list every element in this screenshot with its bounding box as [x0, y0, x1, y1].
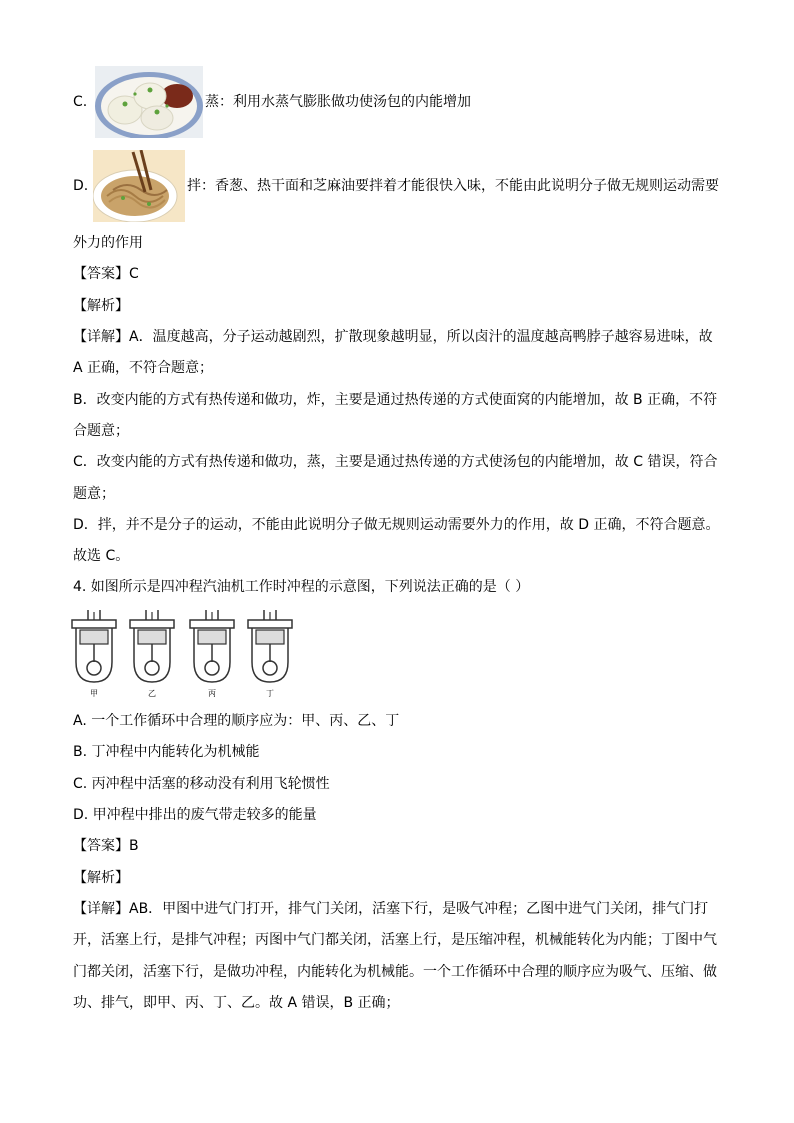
answer-value: C	[129, 266, 139, 282]
figure-label-yi: 乙	[148, 689, 156, 698]
q3-answer	[73, 264, 139, 284]
option-c-label: C.	[73, 94, 88, 110]
q4-detail-line: 【详解】AB．甲图中进气门打开，排气门关闭，活塞下行，是吸气冲程；乙图中进气门关闭，排气门打	[73, 901, 709, 917]
q4-option-c: C. 丙冲程中活塞的移动没有利用飞轮惯性	[73, 776, 330, 792]
q3-detail-line: B．改变内能的方式有热传递和做功，炸，主要是通过热传递的方式使面窝的内能增加，故 B 正确，不符	[73, 392, 718, 408]
option-d-text-line2: 外力的作用	[73, 235, 143, 251]
q3-detail-line: 题意；	[73, 486, 115, 502]
answer-tag: 【答案】	[73, 838, 129, 854]
engine-intake	[72, 610, 116, 682]
hot-dry-noodle-image	[93, 150, 185, 222]
q4-answer	[73, 836, 139, 856]
figure-label-bing: 丙	[208, 689, 216, 698]
q3-detail-line: C．改变内能的方式有热传递和做功，蒸，主要是通过热传递的方式使汤包的内能增加，故 C 错误，符合	[73, 454, 718, 470]
soup-dumpling-image	[95, 66, 203, 138]
q4-option-d: D. 甲冲程中排出的废气带走较多的能量	[73, 807, 317, 823]
q3-detail-line: 故选 C。	[73, 548, 130, 564]
figure-label-jia: 甲	[90, 689, 98, 698]
answer-tag: 【答案】	[73, 266, 129, 282]
q4-detail-line: 门都关闭，活塞下行，是做功冲程，内能转化为机械能。一个工作循环中合理的顺序应为吸气、压缩、做	[73, 964, 717, 980]
q4-detail-line: 功、排气，即甲、丙、丁、乙。故 A 错误，B 正确；	[73, 995, 400, 1011]
option-d-label: D.	[73, 178, 89, 194]
engine-strokes-figure	[70, 606, 300, 700]
figure-label-ding: 丁	[266, 689, 274, 698]
answer-value: B	[129, 838, 139, 854]
q3-detail-line: 合题意；	[73, 423, 129, 439]
q4-detail-line: 开，活塞上行，是排气冲程；丙图中气门都关闭，活塞上行，是压缩冲程，机械能转化为内能；丁图中气	[73, 932, 717, 948]
engine-power	[248, 610, 292, 682]
engine-compression	[190, 610, 234, 682]
q3-analysis-tag: 【解析】	[73, 298, 129, 314]
q3-detail-line: D．拌，并不是分子的运动，不能由此说明分子做无规则运动需要外力的作用，故 D 正确，不符合题意。	[73, 517, 720, 533]
option-c-text: 蒸：利用水蒸气膨胀做功使汤包的内能增加	[205, 94, 471, 110]
q4-option-b: B. 丁冲程中内能转化为机械能	[73, 744, 260, 760]
q4-analysis-tag: 【解析】	[73, 870, 129, 886]
q4-stem: 4. 如图所示是四冲程汽油机工作时冲程的示意图，下列说法正确的是（ ）	[73, 579, 530, 595]
q3-detail-line: A 正确，不符合题意；	[73, 360, 214, 376]
q3-detail-line: 【详解】A．温度越高，分子运动越剧烈，扩散现象越明显，所以卤汁的温度越高鸭脖子越容易进味，故	[73, 329, 713, 345]
option-d-text-line1: 拌：香葱、热干面和芝麻油要拌着才能很快入味，不能由此说明分子做无规则运动需要	[187, 178, 719, 194]
dumpling-illustration	[95, 66, 203, 138]
q4-option-a: A. 一个工作循环中合理的顺序应为：甲、丙、乙、丁	[73, 713, 400, 729]
noodle-illustration	[93, 150, 185, 222]
engine-exhaust	[130, 610, 174, 682]
